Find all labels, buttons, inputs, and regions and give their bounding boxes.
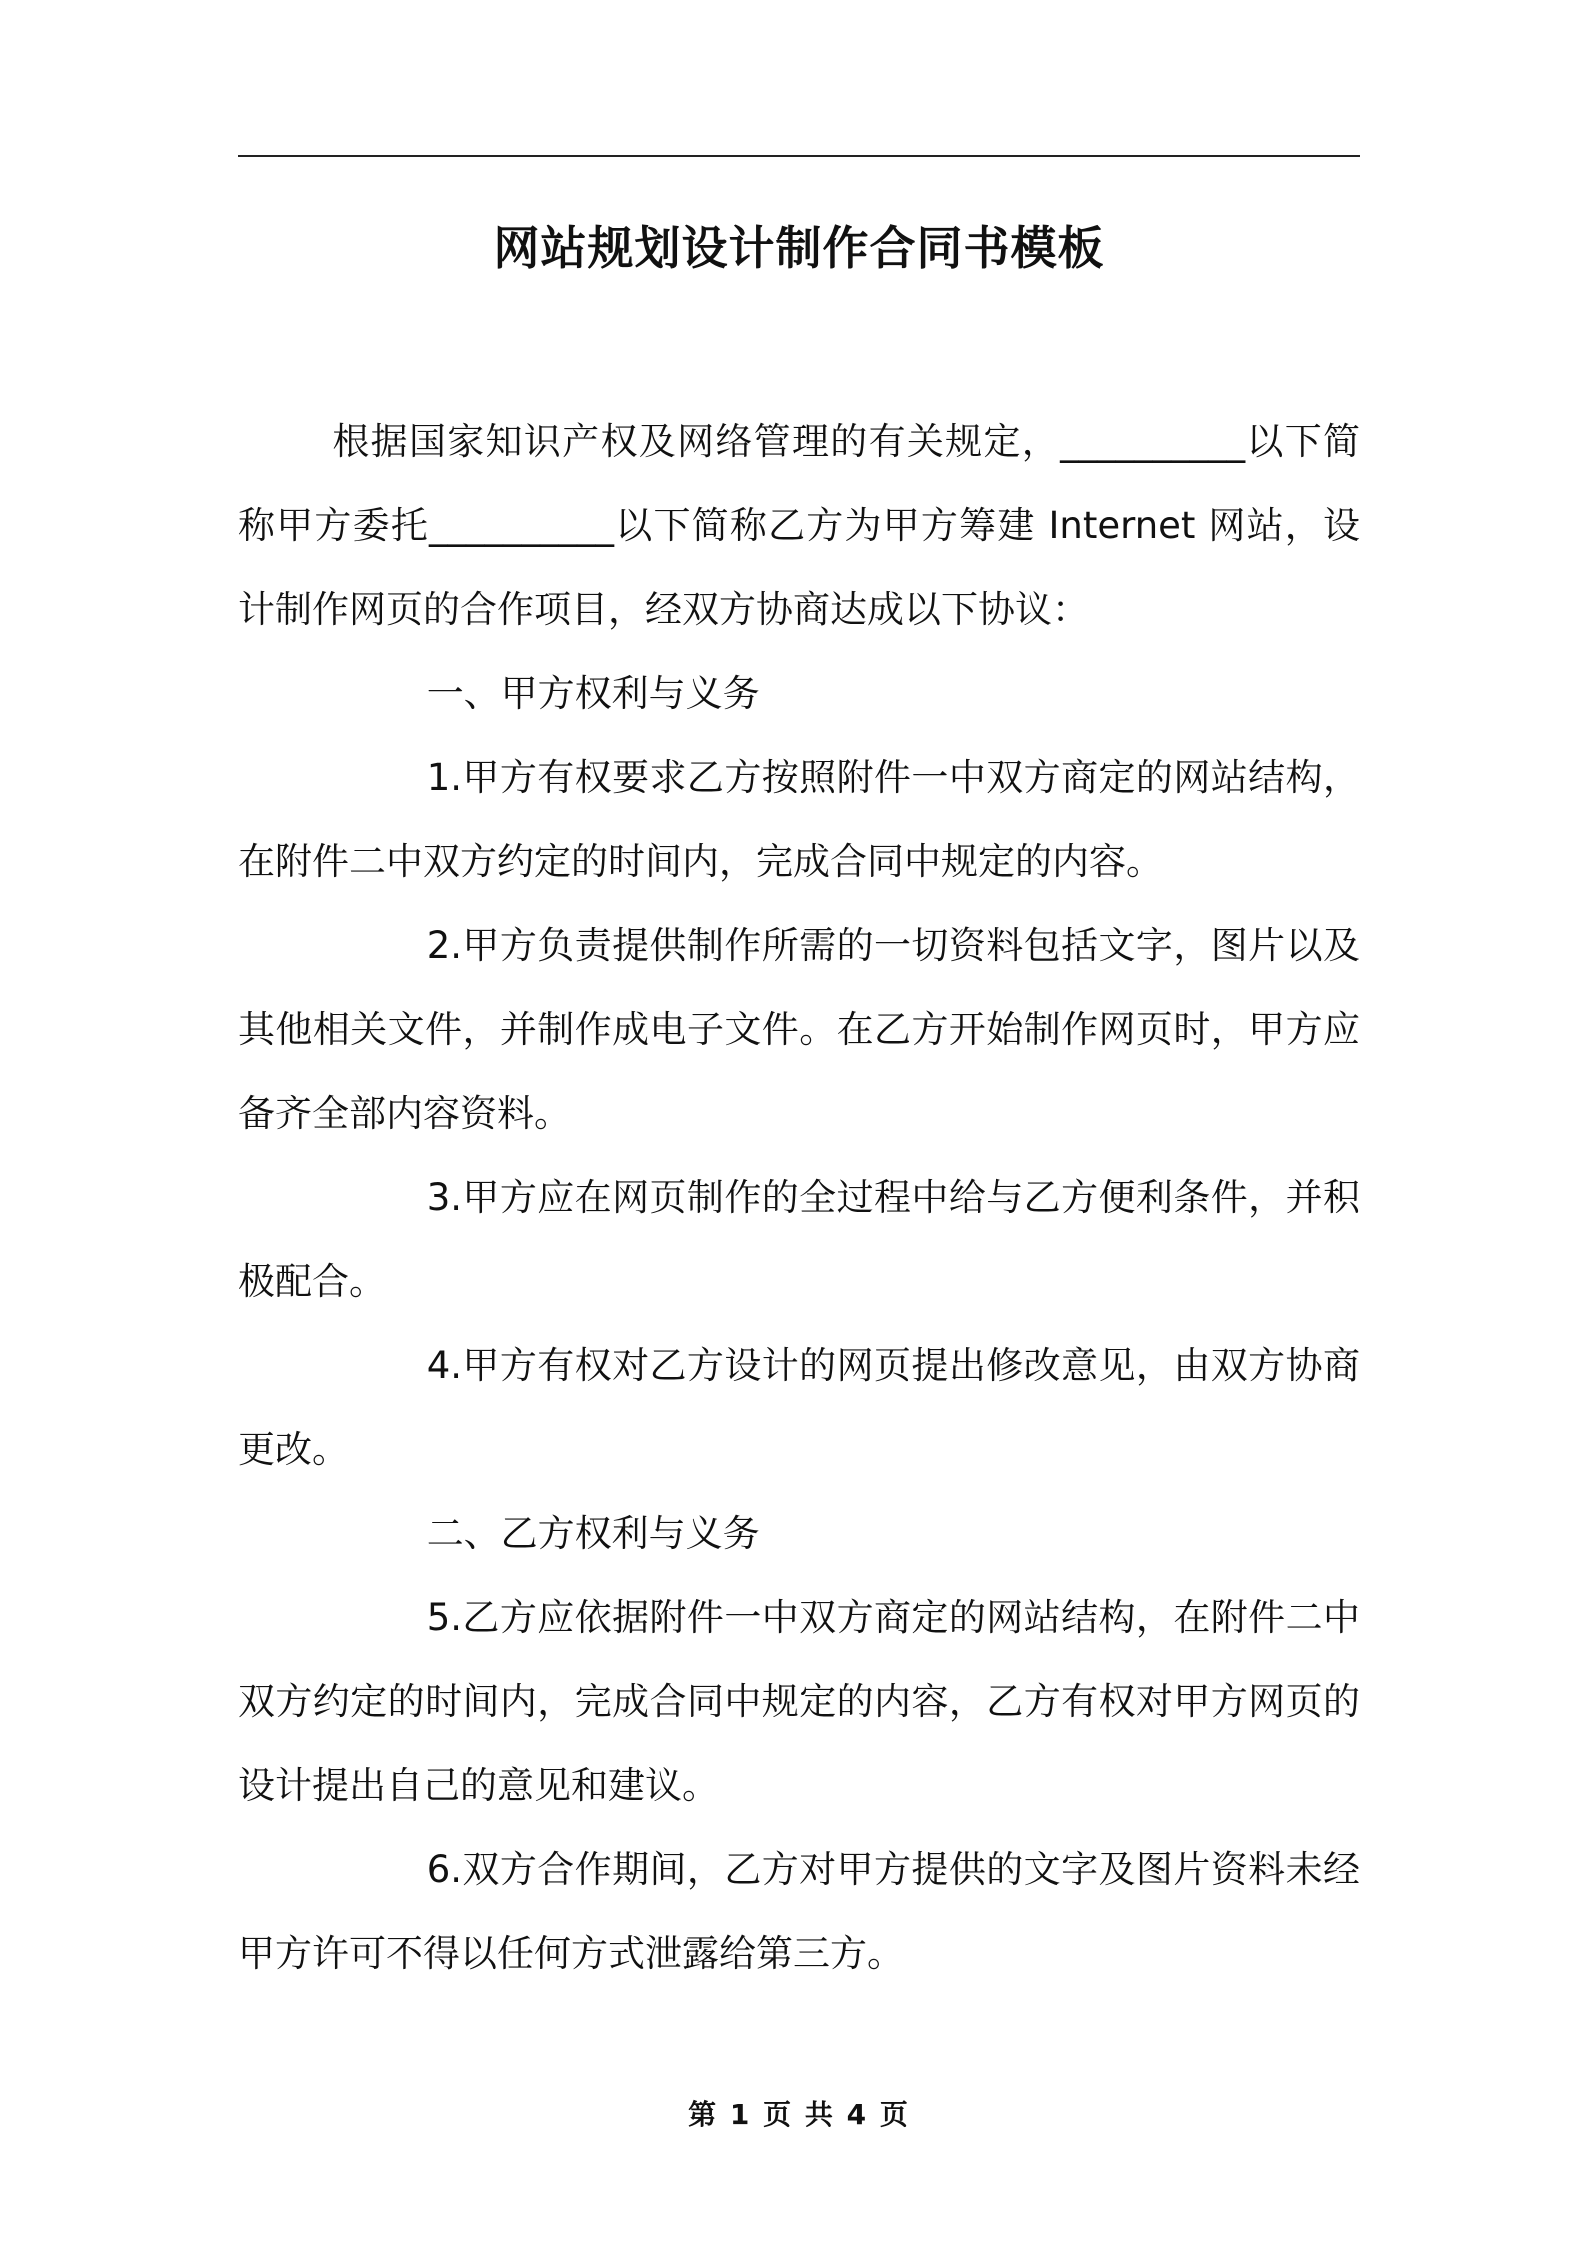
clause-4: 4.甲方有权对乙方设计的网页提出修改意见，由双方协商更改。 (238, 1344, 1360, 1471)
clause-6: 6.双方合作期间，乙方对甲方提供的文字及图片资料未经甲方许可不得以任何方式泄露给第三方。 (238, 1848, 1360, 1975)
clause-2: 2.甲方负责提供制作所需的一切资料包括文字，图片以及其他相关文件，并制作成电子文件。在乙方开始制作网页时，甲方应备齐全部内容资料。 (238, 924, 1360, 1135)
clause-5: 5.乙方应依据附件一中双方商定的网站结构，在附件二中双方约定的时间内，完成合同中规定的内容，乙方有权对甲方网页的设计提出自己的意见和建议。 (238, 1596, 1360, 1807)
section-heading-party-b: 二、乙方权利与义务 (426, 1512, 760, 1555)
document-body (238, 400, 1360, 1996)
clause-1: 1.甲方有权要求乙方按照附件一中双方商定的网站结构，在附件二中双方约定的时间内，完成合同中规定的内容。 (238, 756, 1360, 883)
section-heading-party-a: 一、甲方权利与义务 (426, 672, 760, 715)
intro-paragraph: 根据国家知识产权及网络管理的有关规定，__________以下简称甲方委托__________以下简称乙方为甲方筹建 Internet 网站，设计制作网页的合作项目，经双方协商达成以下协议： (238, 420, 1360, 631)
page-number-footer: 第 1 页 共 4 页 (688, 2098, 910, 2131)
document-title: 网站规划设计制作合同书模板 (493, 221, 1105, 275)
header-rule (238, 155, 1360, 157)
clause-3: 3.甲方应在网页制作的全过程中给与乙方便利条件，并积极配合。 (238, 1176, 1360, 1303)
